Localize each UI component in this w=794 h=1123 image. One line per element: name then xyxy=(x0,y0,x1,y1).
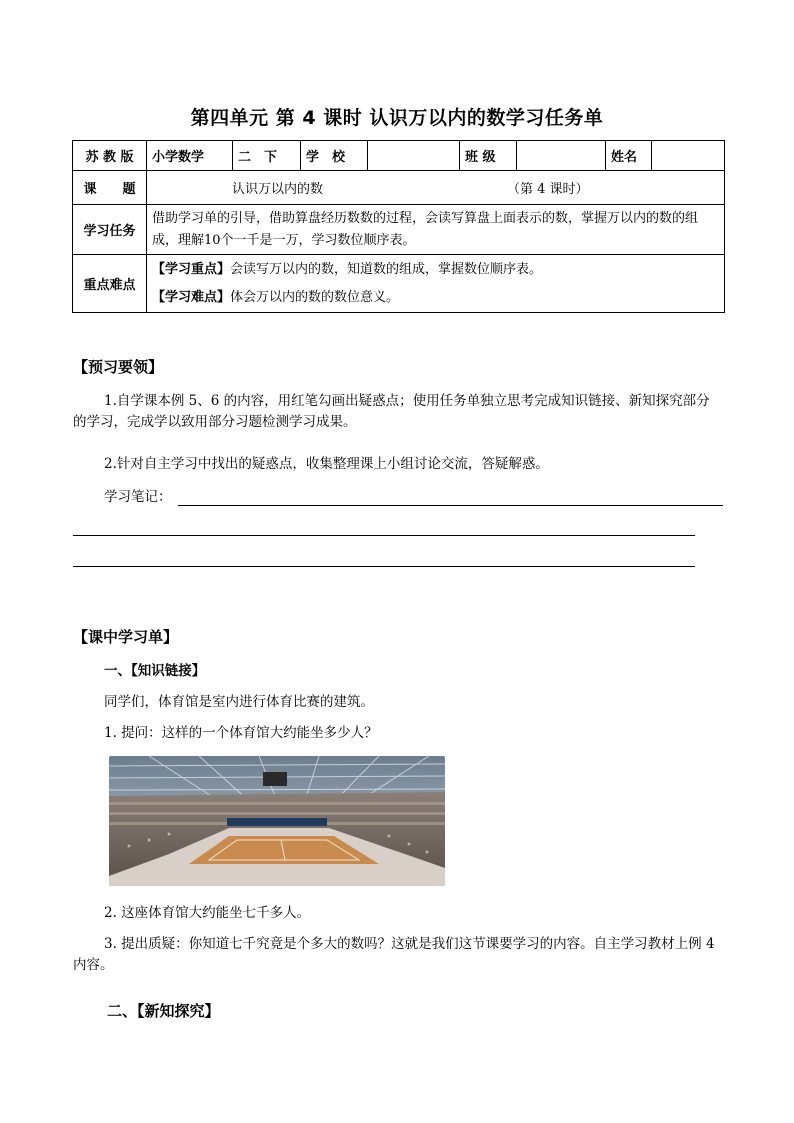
info-table xyxy=(72,140,725,313)
topic-label: 课 题 xyxy=(73,171,147,205)
edition-label: 苏 教 版 xyxy=(73,141,147,171)
topic-value: 认识万以内的数 xyxy=(232,182,324,197)
notes-label: 学习笔记： xyxy=(104,489,172,505)
preview-heading: 【预习要领】 xyxy=(73,358,164,376)
page-title: 第四单元 第 4 课时 认识万以内的数学习任务单 xyxy=(190,107,604,129)
class-value[interactable] xyxy=(517,141,606,171)
school-value[interactable] xyxy=(368,141,460,171)
question-1: 1. 提问：这样的一个体育馆大约能坐多少人？ xyxy=(104,725,378,741)
question-3: 3. 提出质疑：你知道七千究竟是个多大的数吗？这就是我们这节课要学习的内容。自主学习教材上例 4 内容。 xyxy=(73,936,715,973)
subject-cell: 小学数学 xyxy=(147,141,233,171)
stadium-photo xyxy=(109,756,445,886)
class-label: 班 级 xyxy=(460,141,517,171)
topic-cell xyxy=(147,171,725,205)
notes-line-2[interactable] xyxy=(73,535,695,536)
intro-text: 同学们，体育馆是室内进行体育比赛的建筑。 xyxy=(104,694,374,710)
question-2: 2. 这座体育馆大约能坐七千多人。 xyxy=(104,905,311,921)
name-label: 姓名 xyxy=(606,141,652,171)
focus-text: 会读写万以内的数，知道数的组成，掌握数位顺序表。 xyxy=(230,261,543,277)
notes-line-3[interactable] xyxy=(73,566,695,567)
preview-item-1: 1.自学课本例 5、6 的内容，用红笔勾画出疑惑点；使用任务单独立思考完成知识链接、新知探究部分的学习，完成学以致用部分习题检测学习成果。 xyxy=(73,393,710,430)
key-cell xyxy=(147,255,725,313)
task-label: 学习任务 xyxy=(73,205,147,255)
key-label: 重点难点 xyxy=(73,255,147,313)
knowledge-link-heading: 一、【知识链接】 xyxy=(104,663,206,679)
task-text: 借助学习单的引导，借助算盘经历数数的过程，会读写算盘上面表示的数，掌握万以内的数的组成，理解10个一千是一万，学习数位顺序表。 xyxy=(147,205,725,255)
preview-item-2: 2.针对自主学习中找出的疑惑点，收集整理课上小组讨论交流，答疑解惑。 xyxy=(104,456,549,472)
difficulty-text: 体会万以内的数的数位意义。 xyxy=(230,289,400,305)
grade-cell: 二 下 xyxy=(233,141,301,171)
name-value[interactable] xyxy=(652,141,725,171)
period-text: （第 4 课时） xyxy=(507,182,589,197)
lesson-heading: 【课中学习单】 xyxy=(73,628,179,646)
notes-line-1[interactable] xyxy=(178,505,723,506)
school-label: 学 校 xyxy=(301,141,368,171)
new-knowledge-heading: 二、【新知探究】 xyxy=(107,1002,220,1020)
focus-tag: 【学习重点】 xyxy=(152,261,231,277)
difficulty-tag: 【学习难点】 xyxy=(152,289,231,305)
